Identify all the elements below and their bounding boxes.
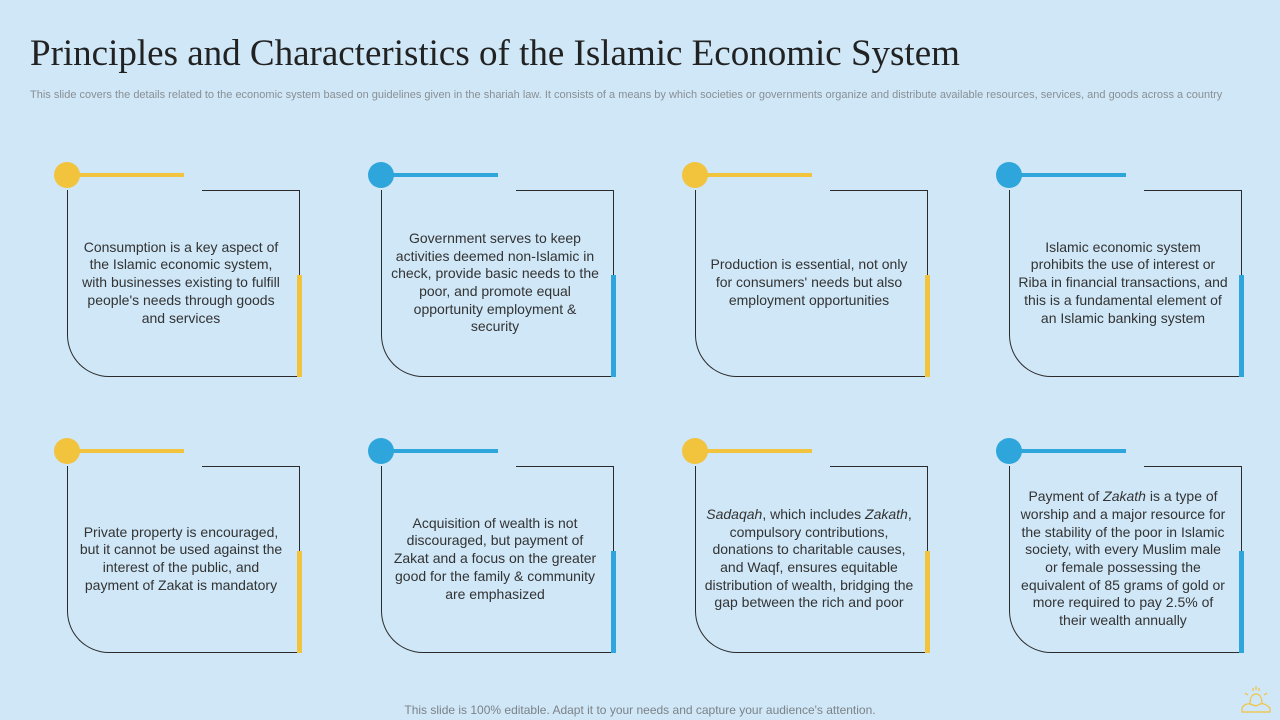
footer-note: This slide is 100% editable. Adapt it to your needs and capture your audience's attention. bbox=[404, 703, 876, 717]
yellow-top-bar bbox=[704, 449, 812, 453]
card-text: Production is essential, not only for consumers' needs but also employment opportunities bbox=[710, 256, 908, 308]
italic-term: Sadaqah bbox=[706, 505, 763, 522]
page-title: Principles and Characteristics of the Islamic Economic System bbox=[30, 33, 960, 74]
yellow-side-bar bbox=[297, 551, 302, 653]
italic-term: Zakath bbox=[1103, 488, 1146, 505]
blue-side-bar bbox=[611, 551, 616, 653]
card-text: Private property is encouraged, but it cannot be used against the interest of the public, and payment of Zakat is mandatory bbox=[79, 523, 283, 593]
yellow-side-bar bbox=[925, 551, 930, 653]
lightbulb-hand-icon bbox=[1236, 682, 1276, 716]
card-frame-top bbox=[1144, 466, 1242, 467]
card-frame-top bbox=[202, 190, 300, 191]
card-sadaqah bbox=[682, 438, 952, 668]
card-frame-top bbox=[202, 466, 300, 467]
card-government bbox=[368, 162, 638, 392]
card-text: Acquisition of wealth is not discouraged, but payment of Zakat and a focus on the greater good for the family & community are emphasized bbox=[393, 514, 597, 602]
card-consumption bbox=[54, 162, 324, 392]
blue-top-bar bbox=[390, 173, 498, 177]
blue-side-bar bbox=[611, 275, 616, 377]
blue-top-bar bbox=[390, 449, 498, 453]
card-frame-top bbox=[516, 466, 614, 467]
blue-side-bar bbox=[1239, 551, 1244, 653]
card-text: Islamic economic system prohibits the use of interest or Riba in financial transactions, and this is a fundamental element of an Islamic banking system bbox=[1018, 238, 1228, 326]
card-frame-top bbox=[1144, 190, 1242, 191]
card-frame-top bbox=[516, 190, 614, 191]
yellow-top-bar bbox=[76, 173, 184, 177]
card-frame-top bbox=[830, 190, 928, 191]
card-text: Payment of Zakath is a type of worship and a major resource for the stability of the poor in Islamic society, with every Muslim male or female possessing the equivalent of 85 grams of gold or more required to pay 2.5% of their wealth annually bbox=[1020, 488, 1226, 629]
card-text: Sadaqah, which includes Zakath, compulsory contributions, donations to charitable causes, and Waqf, ensures equitable distribution of wealth, bridging the gap between the rich and poor bbox=[704, 505, 914, 611]
card-text: Consumption is a key aspect of the Islamic economic system, with businesses existing to fulfill people's needs through goods and services bbox=[82, 238, 280, 326]
card-frame-top bbox=[830, 466, 928, 467]
card-private-property bbox=[54, 438, 324, 668]
yellow-side-bar bbox=[297, 275, 302, 377]
card-text: Government serves to keep activities deemed non-Islamic in check, provide basic needs to the poor, and promote equal opportunity employment & security bbox=[391, 229, 599, 335]
yellow-top-bar bbox=[704, 173, 812, 177]
card-wealth-acquisition bbox=[368, 438, 638, 668]
card-zakath bbox=[996, 438, 1266, 668]
page-subtitle: This slide covers the details related to the economic system based on guidelines given in the shariah law. It consists of a means by which societies or governments organize and distribute available resources, services, and goods across a country bbox=[30, 89, 1223, 101]
card-riba bbox=[996, 162, 1266, 392]
blue-top-bar bbox=[1018, 449, 1126, 453]
yellow-top-bar bbox=[76, 449, 184, 453]
blue-top-bar bbox=[1018, 173, 1126, 177]
italic-term: Zakath bbox=[865, 505, 908, 522]
card-production bbox=[682, 162, 952, 392]
yellow-side-bar bbox=[925, 275, 930, 377]
blue-side-bar bbox=[1239, 275, 1244, 377]
